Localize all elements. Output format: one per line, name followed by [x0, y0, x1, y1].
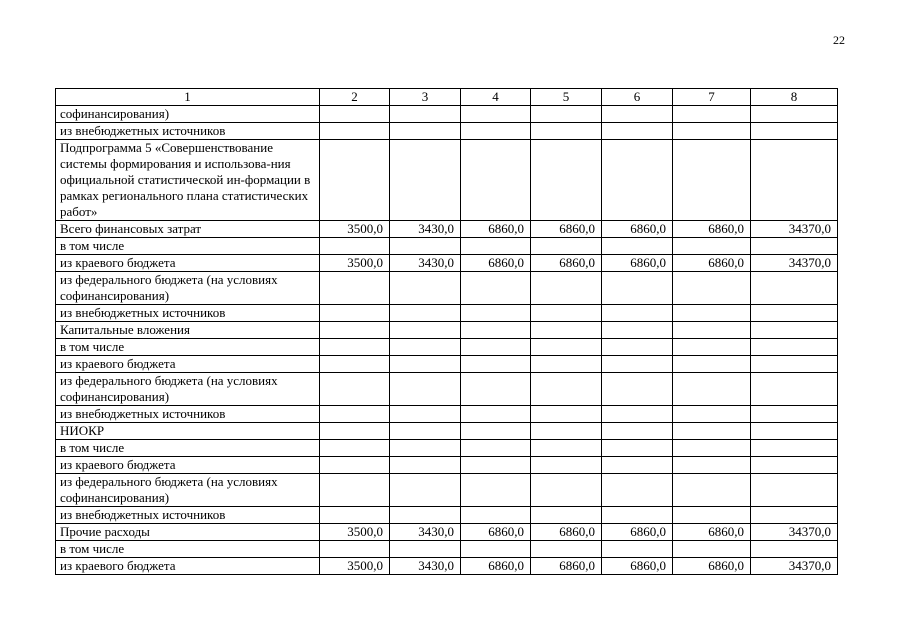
value-cell: 34370,0 — [751, 558, 838, 575]
value-cell: 6860,0 — [673, 255, 751, 272]
value-cell — [602, 507, 673, 524]
value-cell — [602, 123, 673, 140]
value-cell — [531, 305, 602, 322]
value-cell: 6860,0 — [461, 558, 531, 575]
value-cell: 34370,0 — [751, 524, 838, 541]
value-cell — [390, 106, 461, 123]
value-cell — [390, 339, 461, 356]
value-cell — [461, 423, 531, 440]
value-cell — [751, 541, 838, 558]
value-cell — [531, 339, 602, 356]
value-cell — [320, 457, 390, 474]
value-cell — [461, 373, 531, 406]
table-row — [56, 339, 838, 356]
value-cell — [673, 541, 751, 558]
value-cell — [531, 474, 602, 507]
value-cell — [751, 440, 838, 457]
value-cell — [602, 305, 673, 322]
value-cell — [461, 406, 531, 423]
table-row — [56, 272, 838, 305]
value-cell — [673, 106, 751, 123]
value-cell — [320, 440, 390, 457]
value-cell — [390, 541, 461, 558]
header-cell: 7 — [673, 89, 751, 106]
value-cell: 3500,0 — [320, 221, 390, 238]
table-row — [56, 356, 838, 373]
value-cell — [320, 123, 390, 140]
value-cell — [461, 238, 531, 255]
row-label: из внебюджетных источников — [56, 305, 320, 322]
value-cell — [320, 541, 390, 558]
value-cell — [390, 305, 461, 322]
value-cell: 3430,0 — [390, 221, 461, 238]
row-label: из федерального бюджета (на условиях софинансирования) — [56, 373, 320, 406]
value-cell — [602, 440, 673, 457]
value-cell — [602, 140, 673, 221]
value-cell — [390, 238, 461, 255]
header-cell: 8 — [751, 89, 838, 106]
value-cell — [531, 272, 602, 305]
value-cell — [673, 123, 751, 140]
value-cell — [673, 423, 751, 440]
value-cell — [461, 356, 531, 373]
value-cell — [673, 457, 751, 474]
value-cell: 34370,0 — [751, 221, 838, 238]
value-cell — [602, 339, 673, 356]
table-row — [56, 123, 838, 140]
value-cell — [461, 440, 531, 457]
row-label: из внебюджетных источников — [56, 507, 320, 524]
value-cell — [390, 272, 461, 305]
value-cell — [673, 440, 751, 457]
row-label: софинансирования) — [56, 106, 320, 123]
value-cell — [461, 541, 531, 558]
table-row — [56, 406, 838, 423]
table-row — [56, 423, 838, 440]
row-label: из внебюджетных источников — [56, 123, 320, 140]
table-row — [56, 140, 838, 221]
value-cell — [673, 305, 751, 322]
row-label: из внебюджетных источников — [56, 406, 320, 423]
value-cell — [751, 507, 838, 524]
value-cell — [602, 356, 673, 373]
value-cell — [531, 356, 602, 373]
value-cell — [602, 238, 673, 255]
row-label: из краевого бюджета — [56, 558, 320, 575]
value-cell — [531, 507, 602, 524]
value-cell: 3430,0 — [390, 524, 461, 541]
table-row — [56, 474, 838, 507]
table-row — [56, 255, 838, 272]
value-cell — [320, 406, 390, 423]
value-cell — [673, 507, 751, 524]
value-cell — [751, 373, 838, 406]
value-cell — [602, 541, 673, 558]
value-cell — [461, 507, 531, 524]
value-cell — [320, 238, 390, 255]
row-label: из краевого бюджета — [56, 457, 320, 474]
header-cell: 3 — [390, 89, 461, 106]
value-cell — [320, 339, 390, 356]
value-cell — [461, 305, 531, 322]
value-cell — [673, 356, 751, 373]
value-cell — [531, 140, 602, 221]
value-cell — [390, 356, 461, 373]
value-cell — [751, 322, 838, 339]
value-cell — [673, 272, 751, 305]
value-cell — [320, 140, 390, 221]
row-label: в том числе — [56, 238, 320, 255]
table-row — [56, 305, 838, 322]
table-row — [56, 373, 838, 406]
value-cell — [320, 106, 390, 123]
value-cell — [390, 440, 461, 457]
value-cell — [461, 272, 531, 305]
table-body — [56, 89, 838, 575]
page-number: 22 — [833, 33, 845, 47]
row-label: Подпрограмма 5 «Совершенствование системы формирования и использова-ния официальной статистической ин-формации в рамках регионального плана статистических работ» — [56, 140, 320, 221]
value-cell — [390, 123, 461, 140]
value-cell — [531, 541, 602, 558]
value-cell — [673, 373, 751, 406]
value-cell — [320, 356, 390, 373]
value-cell — [602, 474, 673, 507]
value-cell — [531, 423, 602, 440]
value-cell — [390, 457, 461, 474]
table-row — [56, 440, 838, 457]
header-cell: 2 — [320, 89, 390, 106]
value-cell — [751, 238, 838, 255]
row-label: из федерального бюджета (на условиях софинансирования) — [56, 474, 320, 507]
value-cell — [673, 238, 751, 255]
value-cell — [320, 373, 390, 406]
value-cell — [461, 322, 531, 339]
header-cell: 4 — [461, 89, 531, 106]
header-cell: 1 — [56, 89, 320, 106]
table-row — [56, 221, 838, 238]
value-cell — [461, 140, 531, 221]
value-cell — [531, 238, 602, 255]
value-cell — [320, 322, 390, 339]
value-cell — [531, 406, 602, 423]
value-cell — [320, 272, 390, 305]
value-cell — [531, 457, 602, 474]
value-cell — [602, 373, 673, 406]
value-cell — [751, 305, 838, 322]
value-cell: 34370,0 — [751, 255, 838, 272]
value-cell — [320, 507, 390, 524]
value-cell — [531, 106, 602, 123]
value-cell — [320, 305, 390, 322]
value-cell — [390, 140, 461, 221]
value-cell — [461, 106, 531, 123]
table-row — [56, 322, 838, 339]
value-cell — [673, 339, 751, 356]
value-cell — [751, 406, 838, 423]
value-cell — [531, 123, 602, 140]
budget-table — [55, 88, 838, 575]
row-label: из краевого бюджета — [56, 356, 320, 373]
value-cell: 3500,0 — [320, 558, 390, 575]
value-cell — [390, 474, 461, 507]
value-cell: 6860,0 — [602, 524, 673, 541]
value-cell: 3430,0 — [390, 558, 461, 575]
value-cell: 6860,0 — [531, 524, 602, 541]
value-cell — [673, 322, 751, 339]
value-cell — [751, 106, 838, 123]
value-cell — [602, 106, 673, 123]
value-cell — [751, 474, 838, 507]
value-cell — [602, 457, 673, 474]
value-cell — [531, 322, 602, 339]
value-cell — [390, 507, 461, 524]
value-cell — [390, 373, 461, 406]
row-label: из краевого бюджета — [56, 255, 320, 272]
value-cell: 6860,0 — [531, 221, 602, 238]
value-cell — [751, 140, 838, 221]
value-cell — [673, 474, 751, 507]
row-label: Прочие расходы — [56, 524, 320, 541]
value-cell: 6860,0 — [602, 558, 673, 575]
value-cell: 6860,0 — [673, 221, 751, 238]
value-cell — [751, 123, 838, 140]
value-cell — [320, 423, 390, 440]
row-label: Всего финансовых затрат — [56, 221, 320, 238]
value-cell: 6860,0 — [602, 255, 673, 272]
value-cell — [751, 457, 838, 474]
value-cell: 6860,0 — [461, 221, 531, 238]
value-cell — [461, 339, 531, 356]
table-row — [56, 507, 838, 524]
header-cell: 5 — [531, 89, 602, 106]
value-cell — [751, 272, 838, 305]
row-label: в том числе — [56, 339, 320, 356]
value-cell — [531, 373, 602, 406]
value-cell — [673, 406, 751, 423]
table-row — [56, 238, 838, 255]
value-cell: 6860,0 — [602, 221, 673, 238]
row-label: в том числе — [56, 541, 320, 558]
value-cell: 6860,0 — [461, 524, 531, 541]
table-row — [56, 541, 838, 558]
value-cell — [531, 440, 602, 457]
value-cell: 6860,0 — [673, 558, 751, 575]
value-cell — [673, 140, 751, 221]
value-cell — [602, 406, 673, 423]
value-cell: 3500,0 — [320, 524, 390, 541]
header-row — [56, 89, 838, 106]
row-label: НИОКР — [56, 423, 320, 440]
value-cell — [461, 123, 531, 140]
value-cell — [602, 322, 673, 339]
table-row — [56, 106, 838, 123]
row-label: в том числе — [56, 440, 320, 457]
row-label: из федерального бюджета (на условиях софинансирования) — [56, 272, 320, 305]
value-cell — [390, 406, 461, 423]
value-cell — [461, 457, 531, 474]
value-cell — [461, 474, 531, 507]
table-row — [56, 457, 838, 474]
value-cell: 6860,0 — [531, 558, 602, 575]
value-cell — [602, 272, 673, 305]
value-cell: 6860,0 — [531, 255, 602, 272]
value-cell — [751, 339, 838, 356]
value-cell — [602, 423, 673, 440]
value-cell — [390, 423, 461, 440]
row-label: Капитальные вложения — [56, 322, 320, 339]
value-cell: 6860,0 — [673, 524, 751, 541]
table-row — [56, 524, 838, 541]
value-cell: 3430,0 — [390, 255, 461, 272]
header-cell: 6 — [602, 89, 673, 106]
value-cell — [751, 423, 838, 440]
value-cell — [751, 356, 838, 373]
value-cell: 3500,0 — [320, 255, 390, 272]
table-row — [56, 558, 838, 575]
value-cell — [320, 474, 390, 507]
value-cell: 6860,0 — [461, 255, 531, 272]
value-cell — [390, 322, 461, 339]
